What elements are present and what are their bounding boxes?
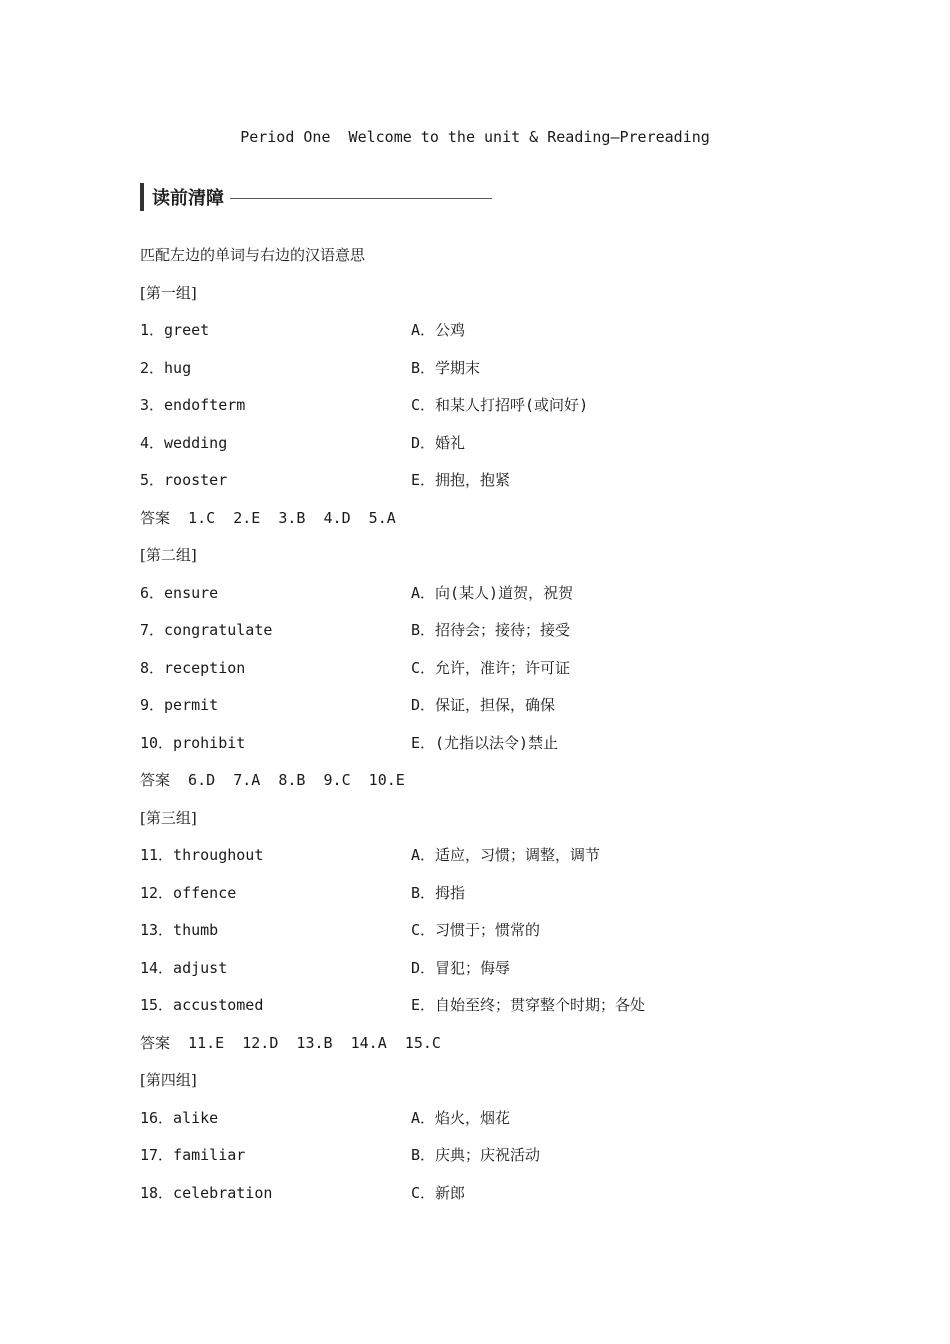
- word-item: 10．prohibit: [140, 733, 246, 752]
- meaning-item: A．向(某人)道贺，祝贺: [411, 583, 574, 602]
- meaning-item: D．婚礼: [411, 433, 466, 452]
- match-row: [140, 915, 840, 953]
- meaning-item: E．(尤指以法令)禁止: [411, 733, 559, 752]
- word-item: 14．adjust: [140, 958, 228, 977]
- answer-key: 答案 6.D 7.A 8.B 9.C 10.E: [140, 771, 405, 789]
- section-label: 读前清障: [152, 188, 224, 209]
- answer-key: 答案 11.E 12.D 13.B 14.A 15.C: [140, 1033, 441, 1052]
- match-row: [140, 840, 840, 878]
- match-row: [140, 390, 840, 428]
- meaning-item: B．招待会；接待；接受: [411, 621, 571, 639]
- word-item: 15．accustomed: [140, 996, 264, 1014]
- meaning-item: D．保证，担保，确保: [411, 696, 556, 714]
- word-item: 4．wedding: [140, 433, 228, 452]
- match-row: [140, 578, 840, 616]
- page-title: Period One Welcome to the unit & Reading—Prereading: [240, 128, 710, 146]
- meaning-item: C．新郎: [411, 1183, 466, 1202]
- match-row: [140, 1178, 840, 1216]
- group-label: [第四组]: [140, 1071, 197, 1089]
- meaning-item: C．允许，准许；许可证: [411, 658, 571, 677]
- word-item: 8．reception: [140, 658, 246, 677]
- word-item: 17．familiar: [140, 1146, 246, 1164]
- match-row: [140, 990, 840, 1028]
- meaning-item: D．冒犯；侮辱: [411, 958, 511, 977]
- word-item: 7．congratulate: [140, 621, 273, 639]
- group-label: [第二组]: [140, 546, 197, 564]
- match-row: [140, 615, 840, 653]
- instruction: 匹配左边的单词与右边的汉语意思: [140, 246, 366, 264]
- word-item: 11．throughout: [140, 846, 264, 864]
- word-item: 3．endofterm: [140, 396, 246, 414]
- match-row: [140, 1103, 840, 1141]
- meaning-item: A．焰火，烟花: [411, 1108, 511, 1127]
- match-row: [140, 653, 840, 691]
- group-label: [第一组]: [140, 283, 197, 302]
- match-row: [140, 1140, 840, 1178]
- match-row: [140, 353, 840, 391]
- exercise-content: [140, 240, 840, 1215]
- word-item: 16．alike: [140, 1108, 219, 1127]
- match-row: [140, 690, 840, 728]
- word-item: 13．thumb: [140, 921, 219, 939]
- match-row: [140, 315, 840, 353]
- match-row: [140, 878, 840, 916]
- meaning-item: A．公鸡: [411, 321, 466, 339]
- section-bar: [140, 183, 144, 211]
- meaning-item: E．拥抱，抱紧: [411, 471, 511, 489]
- word-item: 2．hug: [140, 358, 192, 377]
- meaning-item: A．适应，习惯；调整，调节: [411, 846, 601, 864]
- word-item: 9．permit: [140, 696, 219, 714]
- meaning-item: B．学期末: [411, 358, 481, 377]
- section-header: [140, 183, 492, 211]
- word-item: 1．greet: [140, 321, 210, 339]
- word-item: 18．celebration: [140, 1183, 273, 1202]
- group-label: [第三组]: [140, 808, 197, 827]
- word-item: 6．ensure: [140, 583, 219, 602]
- match-row: [140, 728, 840, 766]
- word-item: 5．rooster: [140, 471, 228, 489]
- meaning-item: C．习惯于；惯常的: [411, 921, 541, 939]
- meaning-item: C．和某人打招呼(或问好): [411, 396, 589, 414]
- word-item: 12．offence: [140, 883, 237, 902]
- meaning-item: E．自始至终；贯穿整个时期；各处: [411, 996, 646, 1014]
- match-row: [140, 428, 840, 466]
- groups-container: [140, 278, 840, 1216]
- meaning-item: B．拇指: [411, 883, 466, 902]
- section-rule: [230, 198, 492, 199]
- match-row: [140, 953, 840, 991]
- answer-key: 答案 1.C 2.E 3.B 4.D 5.A: [140, 508, 396, 527]
- match-row: [140, 465, 840, 503]
- meaning-item: B．庆典；庆祝活动: [411, 1146, 541, 1164]
